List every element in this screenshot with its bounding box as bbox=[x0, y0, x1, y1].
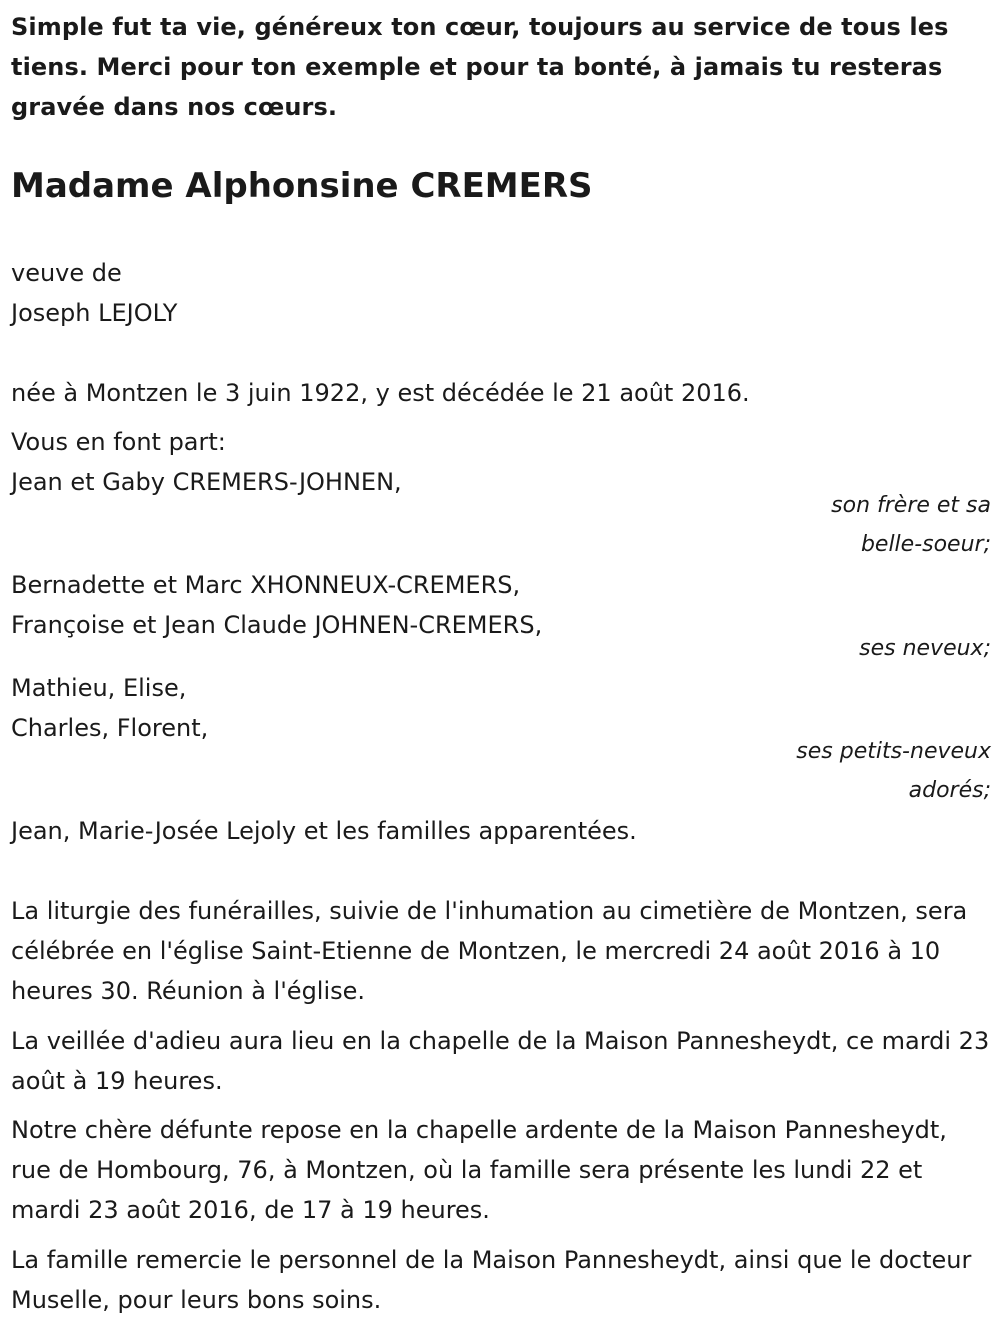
family-brother: Jean et Gaby CREMERS-JOHNEN, bbox=[11, 468, 402, 496]
vigil-paragraph: La veillée d'adieu aura lieu en la chapelle de la Maison Pannesheydt, ce mardi 23 août à 19 heures. bbox=[11, 1027, 990, 1095]
family-nephew-2: Françoise et Jean Claude JOHNEN-CREMERS, bbox=[11, 611, 543, 639]
liturgy-paragraph: La liturgie des funérailles, suivie de l'inhumation au cimetière de Montzen, sera célébrée en l'église Saint-Etienne de Montzen, le mercredi 24 août 2016 à 10 heures 30. Réunion à l'église. bbox=[11, 897, 968, 1005]
relation-brother-2: belle-soeur; bbox=[860, 532, 991, 557]
relation-nephews: ses neveux; bbox=[859, 636, 991, 661]
husband-name: Joseph LEJOLY bbox=[11, 299, 178, 327]
deceased-name: Madame Alphonsine CREMERS bbox=[11, 166, 593, 206]
announce-line: Vous en font part: bbox=[11, 428, 226, 456]
family-grand-2: Charles, Florent, bbox=[11, 714, 209, 742]
family-grand-1: Mathieu, Elise, bbox=[11, 674, 187, 702]
family-nephew-1: Bernadette et Marc XHONNEUX-CREMERS, bbox=[11, 571, 521, 599]
family-others: Jean, Marie-Josée Lejoly et les familles apparentées. bbox=[11, 817, 637, 845]
relation-brother-1: son frère et sa bbox=[831, 493, 991, 518]
rest-paragraph: Notre chère défunte repose en la chapelle ardente de la Maison Pannesheydt, rue de Hombourg, 76, à Montzen, où la famille sera présente les lundi 22 et mardi 23 août 2016, de 17 à 19 heures. bbox=[11, 1116, 947, 1224]
relation-grand-2: adorés; bbox=[908, 778, 991, 803]
thanks-paragraph: La famille remercie le personnel de la Maison Pannesheydt, ainsi que le docteur Muselle, pour leurs bons soins. bbox=[11, 1246, 972, 1314]
memorial-quote: Simple fut ta vie, généreux ton cœur, toujours au service de tous les tiens. Merci pour ton exemple et pour ta bonté, à jamais tu resteras gravée dans nos cœurs. bbox=[11, 13, 949, 121]
birth-death-line: née à Montzen le 3 juin 1922, y est décédée le 21 août 2016. bbox=[11, 379, 750, 407]
relation-grand-1: ses petits-neveux bbox=[796, 739, 991, 764]
widow-label: veuve de bbox=[11, 259, 122, 287]
